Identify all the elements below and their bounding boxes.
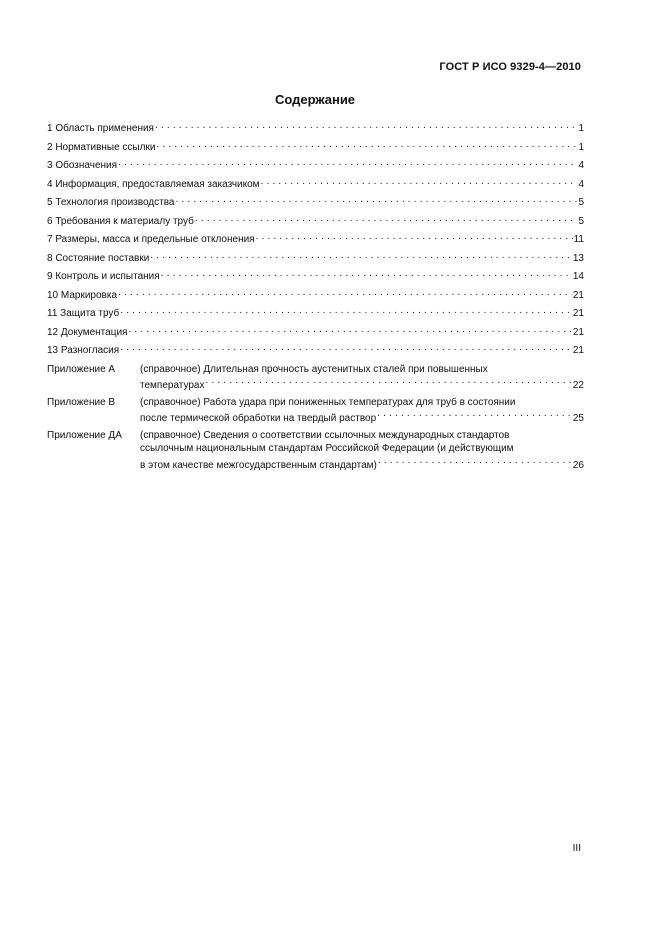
toc-entry-title: 9 Контроль и испытания bbox=[47, 271, 160, 282]
toc-entry-title: 6 Требования к материалу труб bbox=[47, 215, 194, 227]
appendix-entry bbox=[47, 429, 584, 473]
dot-leader bbox=[155, 119, 577, 131]
toc-entry bbox=[47, 175, 584, 194]
toc-entry-title: 7 Размеры, масса и предельные отклонения bbox=[47, 234, 255, 245]
toc-entry bbox=[47, 341, 584, 360]
appendix-page: 22 bbox=[572, 380, 584, 391]
toc-entry-title: 13 Разногласия bbox=[47, 345, 120, 356]
appendix-page: 25 bbox=[572, 413, 584, 424]
toc-entry-page: 4 bbox=[578, 178, 584, 190]
dot-leader bbox=[156, 138, 577, 150]
toc-entry bbox=[47, 323, 584, 342]
toc-entry bbox=[47, 119, 584, 138]
dot-leader bbox=[195, 212, 578, 224]
toc-entry-title: 11 Защита труб bbox=[47, 308, 120, 319]
appendix-title-line: после термической обработки на твердый раствор bbox=[140, 413, 377, 424]
page-title: Содержание bbox=[274, 92, 356, 107]
dot-leader bbox=[120, 341, 572, 353]
toc-entry-title: 10 Маркировка bbox=[47, 289, 118, 301]
toc-entry-page: 5 bbox=[578, 215, 584, 227]
appendix-title-line: (справочное) Длительная прочность аустенитных сталей при повышенных bbox=[140, 363, 488, 375]
appendix-title-line: температурах bbox=[140, 380, 205, 391]
toc-entry bbox=[47, 138, 584, 157]
toc-entry-page: 5 bbox=[578, 197, 584, 208]
dot-leader bbox=[377, 409, 572, 421]
dot-leader bbox=[120, 304, 572, 316]
toc-entry-title: 5 Технология производства bbox=[47, 197, 175, 208]
appendix-label: Приложение А bbox=[47, 363, 116, 375]
appendix-title-line: в этом качестве межгосударственным стандартам) bbox=[140, 459, 377, 471]
appendix-page: 26 bbox=[572, 459, 584, 471]
toc-entry-title: 4 Информация, предоставляемая заказчиком bbox=[47, 178, 260, 190]
toc-entry-page: 1 bbox=[578, 141, 584, 153]
appendix-title-line: (справочное) Работа удара при пониженных температурах для труб в состоянии bbox=[140, 396, 516, 408]
dot-leader bbox=[256, 230, 573, 242]
dot-leader bbox=[378, 456, 572, 468]
toc-entry-title: 8 Состояние поставки bbox=[47, 252, 150, 264]
toc-entry bbox=[47, 212, 584, 231]
dot-leader bbox=[150, 249, 572, 261]
appendix-title-line: (справочное) Сведения о соответствии ссылочных международных стандартов bbox=[140, 429, 510, 441]
appendix-label: Приложение В bbox=[47, 396, 116, 408]
dot-leader bbox=[261, 175, 578, 187]
document-code: ГОСТ Р ИСО 9329-4—2010 bbox=[439, 61, 581, 73]
dot-leader bbox=[118, 286, 572, 298]
toc-entry-title: 2 Нормативные ссылки bbox=[47, 141, 156, 153]
toc-entry bbox=[47, 156, 584, 175]
toc-entry-page: 14 bbox=[572, 271, 584, 282]
toc-entry-page: 21 bbox=[572, 345, 584, 356]
toc-entry bbox=[47, 267, 584, 286]
toc-entry-page: 21 bbox=[572, 308, 584, 319]
dot-leader bbox=[175, 193, 577, 205]
toc-entry-page: 11 bbox=[573, 234, 584, 245]
toc-entry-page: 21 bbox=[572, 289, 584, 301]
toc-entry bbox=[47, 249, 584, 268]
toc-entry-title: 3 Обозначения bbox=[47, 160, 118, 171]
appendix-entry bbox=[47, 396, 584, 426]
appendix-entry bbox=[47, 363, 584, 393]
toc-entry-page: 1 bbox=[578, 123, 584, 134]
toc-entry bbox=[47, 230, 584, 249]
toc-entry-page: 21 bbox=[572, 326, 584, 338]
toc-entry-page: 4 bbox=[578, 160, 584, 171]
toc-entry bbox=[47, 286, 584, 305]
dot-leader bbox=[128, 323, 571, 335]
toc-entry-page: 13 bbox=[572, 252, 584, 264]
toc-entry-title: 1 Область применения bbox=[47, 123, 154, 134]
appendix-title-line: ссылочным национальным стандартам Российской Федерации (и действующим bbox=[140, 443, 514, 454]
toc-entry-title: 12 Документация bbox=[47, 326, 128, 338]
page-number: III bbox=[572, 843, 581, 854]
toc-entry bbox=[47, 193, 584, 212]
toc-entry bbox=[47, 304, 584, 323]
table-of-contents bbox=[47, 119, 584, 475]
dot-leader bbox=[206, 376, 572, 388]
dot-leader bbox=[118, 156, 577, 168]
dot-leader bbox=[161, 267, 572, 279]
appendix-label: Приложение ДА bbox=[47, 429, 122, 441]
